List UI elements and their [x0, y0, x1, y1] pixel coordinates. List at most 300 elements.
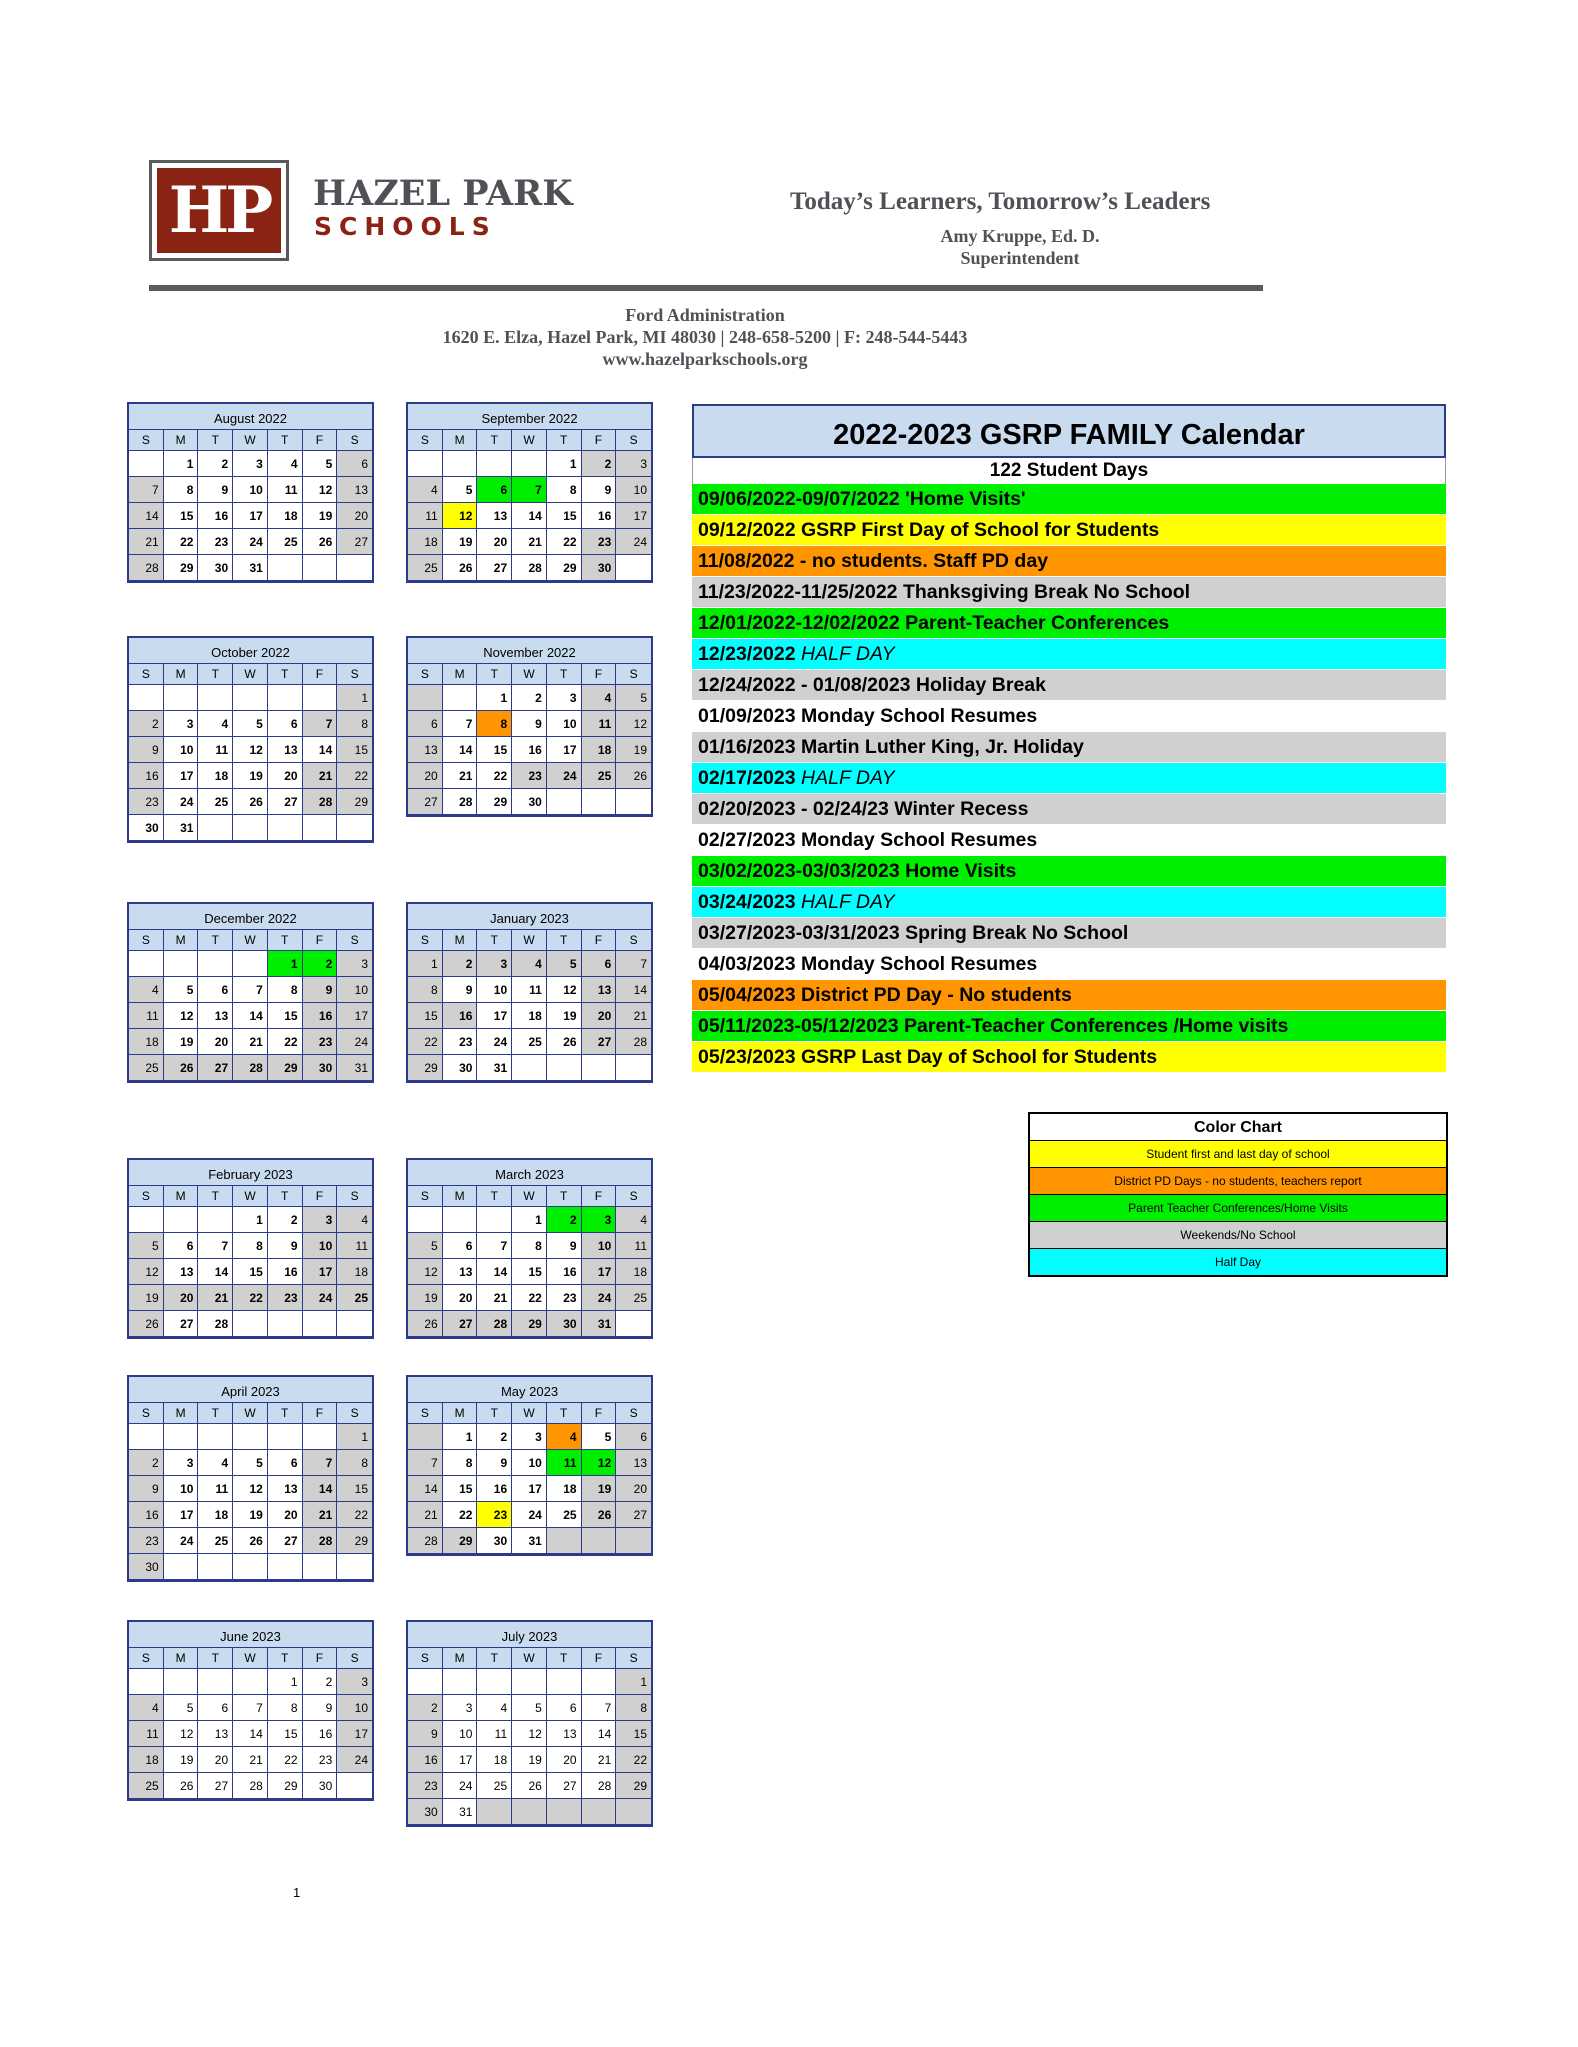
day-cell: 14 [303, 1476, 338, 1502]
day-cell [129, 1669, 164, 1695]
day-cell: 17 [337, 1003, 372, 1029]
day-cell: 20 [337, 503, 372, 529]
day-cell: 12 [408, 1259, 443, 1285]
day-cell: 18 [129, 1747, 164, 1773]
legend-item: Weekends/No School [1030, 1222, 1446, 1249]
day-cell: 9 [129, 1476, 164, 1502]
day-cell: 30 [129, 815, 164, 841]
legend-title: Color Chart [1030, 1114, 1446, 1141]
day-cell: 4 [616, 1207, 651, 1233]
day-cell: 18 [198, 1502, 233, 1528]
day-cell: 4 [268, 451, 303, 477]
day-cell: 7 [129, 477, 164, 503]
day-cell: 19 [443, 529, 478, 555]
day-cell: 30 [547, 1311, 582, 1337]
weekday-header: F [582, 1186, 617, 1207]
weekday-header: F [303, 664, 338, 685]
month-grid [129, 1403, 372, 1580]
day-cell: 8 [164, 477, 199, 503]
day-cell: 20 [164, 1285, 199, 1311]
day-cell [233, 1424, 268, 1450]
month-title: October 2022 [129, 638, 372, 664]
day-cell [547, 1669, 582, 1695]
day-cell: 19 [582, 1476, 617, 1502]
day-cell [268, 1311, 303, 1337]
event-row [692, 887, 1446, 918]
day-cell: 29 [164, 555, 199, 581]
day-cell: 26 [512, 1773, 547, 1799]
website-link[interactable]: www.hazelparkschools.org [602, 349, 808, 369]
day-cell: 31 [512, 1528, 547, 1554]
day-cell: 8 [616, 1695, 651, 1721]
legend-item: Half Day [1030, 1249, 1446, 1275]
day-cell: 13 [616, 1450, 651, 1476]
day-cell: 31 [443, 1799, 478, 1825]
day-cell: 23 [547, 1285, 582, 1311]
day-cell: 21 [233, 1029, 268, 1055]
event-half-day-label: HALF DAY [801, 643, 895, 665]
day-cell [477, 1669, 512, 1695]
day-cell: 21 [443, 763, 478, 789]
day-cell [582, 1055, 617, 1081]
logo-mark: HP [157, 168, 281, 253]
weekday-header: S [408, 1648, 443, 1669]
day-cell: 26 [547, 1029, 582, 1055]
day-cell: 31 [337, 1055, 372, 1081]
day-cell: 9 [198, 477, 233, 503]
day-cell: 13 [268, 1476, 303, 1502]
day-cell: 2 [582, 451, 617, 477]
day-cell [408, 1669, 443, 1695]
day-cell: 11 [198, 1476, 233, 1502]
day-cell: 21 [616, 1003, 651, 1029]
day-cell: 10 [233, 477, 268, 503]
event-text: 02/17/2023 [698, 767, 802, 789]
day-cell: 20 [268, 763, 303, 789]
day-cell [512, 451, 547, 477]
day-cell: 9 [477, 1450, 512, 1476]
day-cell: 12 [233, 1476, 268, 1502]
tagline: Today’s Learners, Tomorrow’s Leaders [790, 188, 1211, 215]
day-cell: 2 [408, 1695, 443, 1721]
day-cell: 12 [582, 1450, 617, 1476]
day-cell: 25 [547, 1502, 582, 1528]
day-cell: 7 [512, 477, 547, 503]
event-text: 03/27/2023-03/31/2023 Spring Break No School [698, 922, 1129, 944]
day-cell: 31 [582, 1311, 617, 1337]
event-text: 12/24/2022 - 01/08/2023 Holiday Break [698, 674, 1046, 696]
weekday-header: W [233, 1186, 268, 1207]
day-cell: 26 [233, 1528, 268, 1554]
day-cell: 29 [268, 1773, 303, 1799]
day-cell [268, 685, 303, 711]
day-cell: 9 [512, 711, 547, 737]
day-cell: 8 [268, 977, 303, 1003]
day-cell [616, 1528, 651, 1554]
legend-item: Student first and last day of school [1030, 1141, 1446, 1168]
day-cell [408, 451, 443, 477]
weekday-header: T [198, 1403, 233, 1424]
weekday-header: S [408, 930, 443, 951]
day-cell: 28 [443, 789, 478, 815]
day-cell [408, 1207, 443, 1233]
day-cell: 28 [616, 1029, 651, 1055]
event-row [692, 639, 1446, 670]
weekday-header: T [547, 1403, 582, 1424]
day-cell: 21 [477, 1285, 512, 1311]
weekday-header: S [129, 930, 164, 951]
day-cell: 14 [582, 1721, 617, 1747]
day-cell: 25 [129, 1055, 164, 1081]
day-cell: 3 [582, 1207, 617, 1233]
day-cell: 1 [164, 451, 199, 477]
day-cell: 20 [582, 1003, 617, 1029]
day-cell: 13 [268, 737, 303, 763]
day-cell: 27 [198, 1773, 233, 1799]
event-text: 12/01/2022-12/02/2022 Parent-Teacher Conferences [698, 612, 1170, 634]
day-cell: 11 [408, 503, 443, 529]
day-cell [164, 951, 199, 977]
day-cell: 4 [129, 1695, 164, 1721]
month-title: August 2022 [129, 404, 372, 430]
day-cell: 23 [303, 1029, 338, 1055]
day-cell: 15 [164, 503, 199, 529]
day-cell [164, 1669, 199, 1695]
day-cell: 19 [512, 1747, 547, 1773]
day-cell: 14 [303, 737, 338, 763]
weekday-header: W [512, 1186, 547, 1207]
day-cell: 20 [198, 1747, 233, 1773]
day-cell: 21 [408, 1502, 443, 1528]
weekday-header: M [164, 930, 199, 951]
month-calendar [406, 402, 653, 583]
day-cell: 11 [337, 1233, 372, 1259]
day-cell: 25 [337, 1285, 372, 1311]
weekday-header: T [198, 1648, 233, 1669]
day-cell: 22 [512, 1285, 547, 1311]
weekday-header: M [443, 1403, 478, 1424]
weekday-header: T [547, 1648, 582, 1669]
day-cell: 29 [443, 1528, 478, 1554]
day-cell: 15 [547, 503, 582, 529]
month-calendar [406, 1620, 653, 1827]
weekday-header: T [268, 1648, 303, 1669]
day-cell: 13 [477, 503, 512, 529]
day-cell: 30 [198, 555, 233, 581]
day-cell: 30 [477, 1528, 512, 1554]
office-name: Ford Administration [625, 305, 785, 325]
day-cell [268, 555, 303, 581]
day-cell [547, 1055, 582, 1081]
day-cell: 22 [408, 1029, 443, 1055]
day-cell: 15 [443, 1476, 478, 1502]
day-cell: 26 [233, 789, 268, 815]
day-cell: 5 [443, 477, 478, 503]
day-cell [233, 1669, 268, 1695]
event-text: 01/09/2023 Monday School Resumes [698, 705, 1038, 727]
event-row [692, 825, 1446, 856]
day-cell: 28 [512, 555, 547, 581]
day-cell: 26 [164, 1055, 199, 1081]
day-cell: 9 [303, 1695, 338, 1721]
day-cell: 5 [303, 451, 338, 477]
month-calendar [406, 1158, 653, 1339]
address-line: 1620 E. Elza, Hazel Park, MI 48030 | 248-658-5200 | F: 248-544-5443 [442, 327, 968, 347]
day-cell: 5 [233, 711, 268, 737]
event-text: 11/08/2022 - no students. Staff PD day [698, 550, 1049, 572]
day-cell: 20 [268, 1502, 303, 1528]
day-cell: 12 [129, 1259, 164, 1285]
day-cell: 6 [443, 1233, 478, 1259]
month-calendar [127, 902, 374, 1083]
day-cell: 14 [443, 737, 478, 763]
event-text: 04/03/2023 Monday School Resumes [698, 953, 1038, 975]
day-cell [408, 1424, 443, 1450]
legend-item: District PD Days - no students, teachers report [1030, 1168, 1446, 1195]
weekday-header: S [616, 1648, 651, 1669]
day-cell: 2 [477, 1424, 512, 1450]
month-grid [129, 430, 372, 581]
month-calendar [127, 636, 374, 843]
day-cell: 17 [547, 737, 582, 763]
day-cell: 30 [443, 1055, 478, 1081]
month-calendar [127, 402, 374, 583]
weekday-header: F [582, 930, 617, 951]
day-cell: 20 [477, 529, 512, 555]
weekday-header: T [547, 664, 582, 685]
day-cell [268, 815, 303, 841]
day-cell: 2 [443, 951, 478, 977]
day-cell: 3 [164, 711, 199, 737]
day-cell: 14 [129, 503, 164, 529]
event-text: 09/12/2022 GSRP First Day of School for Students [698, 519, 1160, 541]
weekday-header: S [408, 1403, 443, 1424]
day-cell: 26 [443, 555, 478, 581]
day-cell: 25 [198, 1528, 233, 1554]
day-cell: 23 [303, 1747, 338, 1773]
weekday-header: T [198, 930, 233, 951]
day-cell: 5 [512, 1695, 547, 1721]
day-cell [443, 685, 478, 711]
event-text: 03/02/2023-03/03/2023 Home Visits [698, 860, 1017, 882]
weekday-header: S [408, 430, 443, 451]
month-title: April 2023 [129, 1377, 372, 1403]
day-cell: 23 [129, 789, 164, 815]
day-cell: 6 [268, 1450, 303, 1476]
weekday-header: T [268, 1403, 303, 1424]
event-row [692, 577, 1446, 608]
weekday-header: S [616, 1186, 651, 1207]
day-cell: 3 [616, 451, 651, 477]
month-grid [129, 664, 372, 841]
weekday-header: M [443, 1186, 478, 1207]
day-cell: 3 [477, 951, 512, 977]
day-cell: 30 [129, 1554, 164, 1580]
day-cell: 9 [129, 737, 164, 763]
day-cell: 28 [408, 1528, 443, 1554]
day-cell: 16 [408, 1747, 443, 1773]
month-title: September 2022 [408, 404, 651, 430]
day-cell: 16 [303, 1003, 338, 1029]
weekday-header: S [616, 430, 651, 451]
day-cell: 25 [582, 763, 617, 789]
day-cell: 5 [233, 1450, 268, 1476]
day-cell: 24 [337, 1747, 372, 1773]
school-name: HAZEL PARK [313, 173, 573, 214]
day-cell: 5 [164, 977, 199, 1003]
day-cell: 20 [408, 763, 443, 789]
day-cell: 11 [582, 711, 617, 737]
day-cell: 1 [268, 951, 303, 977]
day-cell: 25 [512, 1029, 547, 1055]
day-cell: 4 [337, 1207, 372, 1233]
day-cell: 21 [512, 529, 547, 555]
day-cell: 27 [616, 1502, 651, 1528]
day-cell: 18 [129, 1029, 164, 1055]
day-cell: 23 [129, 1528, 164, 1554]
day-cell: 24 [582, 1285, 617, 1311]
day-cell: 24 [233, 529, 268, 555]
weekday-header: T [547, 930, 582, 951]
day-cell [337, 1773, 372, 1799]
day-cell: 8 [477, 711, 512, 737]
day-cell: 12 [164, 1003, 199, 1029]
day-cell: 23 [268, 1285, 303, 1311]
day-cell: 12 [512, 1721, 547, 1747]
day-cell: 18 [268, 503, 303, 529]
day-cell: 13 [164, 1259, 199, 1285]
day-cell [303, 555, 338, 581]
day-cell: 23 [582, 529, 617, 555]
month-grid [408, 1648, 651, 1825]
day-cell: 18 [477, 1747, 512, 1773]
day-cell: 16 [547, 1259, 582, 1285]
day-cell: 22 [164, 529, 199, 555]
day-cell: 3 [337, 951, 372, 977]
weekday-header: S [337, 1648, 372, 1669]
day-cell: 5 [582, 1424, 617, 1450]
day-cell: 1 [616, 1669, 651, 1695]
day-cell: 2 [268, 1207, 303, 1233]
day-cell [616, 555, 651, 581]
month-grid [129, 1186, 372, 1337]
day-cell: 11 [129, 1003, 164, 1029]
day-cell: 12 [616, 711, 651, 737]
weekday-header: W [512, 930, 547, 951]
day-cell: 1 [477, 685, 512, 711]
day-cell: 28 [129, 555, 164, 581]
event-text: 02/27/2023 Monday School Resumes [698, 829, 1038, 851]
weekday-header: S [129, 1648, 164, 1669]
day-cell [443, 1207, 478, 1233]
event-row [692, 1011, 1446, 1042]
day-cell [303, 685, 338, 711]
day-cell: 1 [337, 685, 372, 711]
day-cell: 8 [408, 977, 443, 1003]
day-cell: 19 [164, 1747, 199, 1773]
month-grid [129, 930, 372, 1081]
day-cell: 5 [547, 951, 582, 977]
weekday-header: T [268, 664, 303, 685]
event-row [692, 949, 1446, 980]
day-cell: 22 [477, 763, 512, 789]
event-row [692, 608, 1446, 639]
weekday-header: T [268, 1186, 303, 1207]
weekday-header: T [547, 430, 582, 451]
day-cell: 16 [512, 737, 547, 763]
weekday-header: S [337, 1186, 372, 1207]
day-cell [233, 685, 268, 711]
month-title: February 2023 [129, 1160, 372, 1186]
month-grid [408, 1403, 651, 1554]
day-cell: 7 [303, 1450, 338, 1476]
day-cell [547, 1528, 582, 1554]
day-cell: 2 [129, 711, 164, 737]
day-cell: 31 [233, 555, 268, 581]
weekday-header: M [443, 430, 478, 451]
day-cell: 19 [547, 1003, 582, 1029]
weekday-header: S [616, 1403, 651, 1424]
day-cell [198, 1554, 233, 1580]
day-cell: 4 [512, 951, 547, 977]
day-cell: 22 [443, 1502, 478, 1528]
month-grid [408, 430, 651, 581]
day-cell: 9 [582, 477, 617, 503]
event-row [692, 856, 1446, 887]
month-grid [408, 1186, 651, 1337]
day-cell: 28 [303, 789, 338, 815]
color-chart-legend [1028, 1112, 1448, 1277]
day-cell [303, 815, 338, 841]
weekday-header: T [547, 1186, 582, 1207]
day-cell: 18 [337, 1259, 372, 1285]
events-list [692, 484, 1446, 1073]
day-cell: 29 [268, 1055, 303, 1081]
day-cell: 3 [233, 451, 268, 477]
day-cell: 6 [477, 477, 512, 503]
day-cell: 21 [303, 763, 338, 789]
weekday-header: T [198, 664, 233, 685]
event-row [692, 918, 1446, 949]
day-cell [129, 451, 164, 477]
day-cell [582, 1799, 617, 1825]
weekday-header: T [477, 930, 512, 951]
event-half-day-label: HALF DAY [801, 891, 895, 913]
weekday-header: T [268, 430, 303, 451]
day-cell: 11 [129, 1721, 164, 1747]
month-title: May 2023 [408, 1377, 651, 1403]
day-cell: 19 [303, 503, 338, 529]
weekday-header: S [408, 1186, 443, 1207]
day-cell: 4 [198, 1450, 233, 1476]
day-cell: 17 [616, 503, 651, 529]
day-cell: 4 [547, 1424, 582, 1450]
weekday-header: M [443, 664, 478, 685]
day-cell: 21 [198, 1285, 233, 1311]
school-subtitle: SCHOOLS [314, 212, 497, 241]
day-cell: 7 [303, 711, 338, 737]
day-cell: 13 [198, 1721, 233, 1747]
day-cell: 7 [616, 951, 651, 977]
event-text: 05/23/2023 GSRP Last Day of School for Students [698, 1046, 1158, 1068]
day-cell [512, 1799, 547, 1825]
day-cell: 23 [408, 1773, 443, 1799]
day-cell: 8 [512, 1233, 547, 1259]
day-cell: 13 [443, 1259, 478, 1285]
day-cell: 1 [512, 1207, 547, 1233]
weekday-header: S [616, 664, 651, 685]
day-cell [337, 1554, 372, 1580]
